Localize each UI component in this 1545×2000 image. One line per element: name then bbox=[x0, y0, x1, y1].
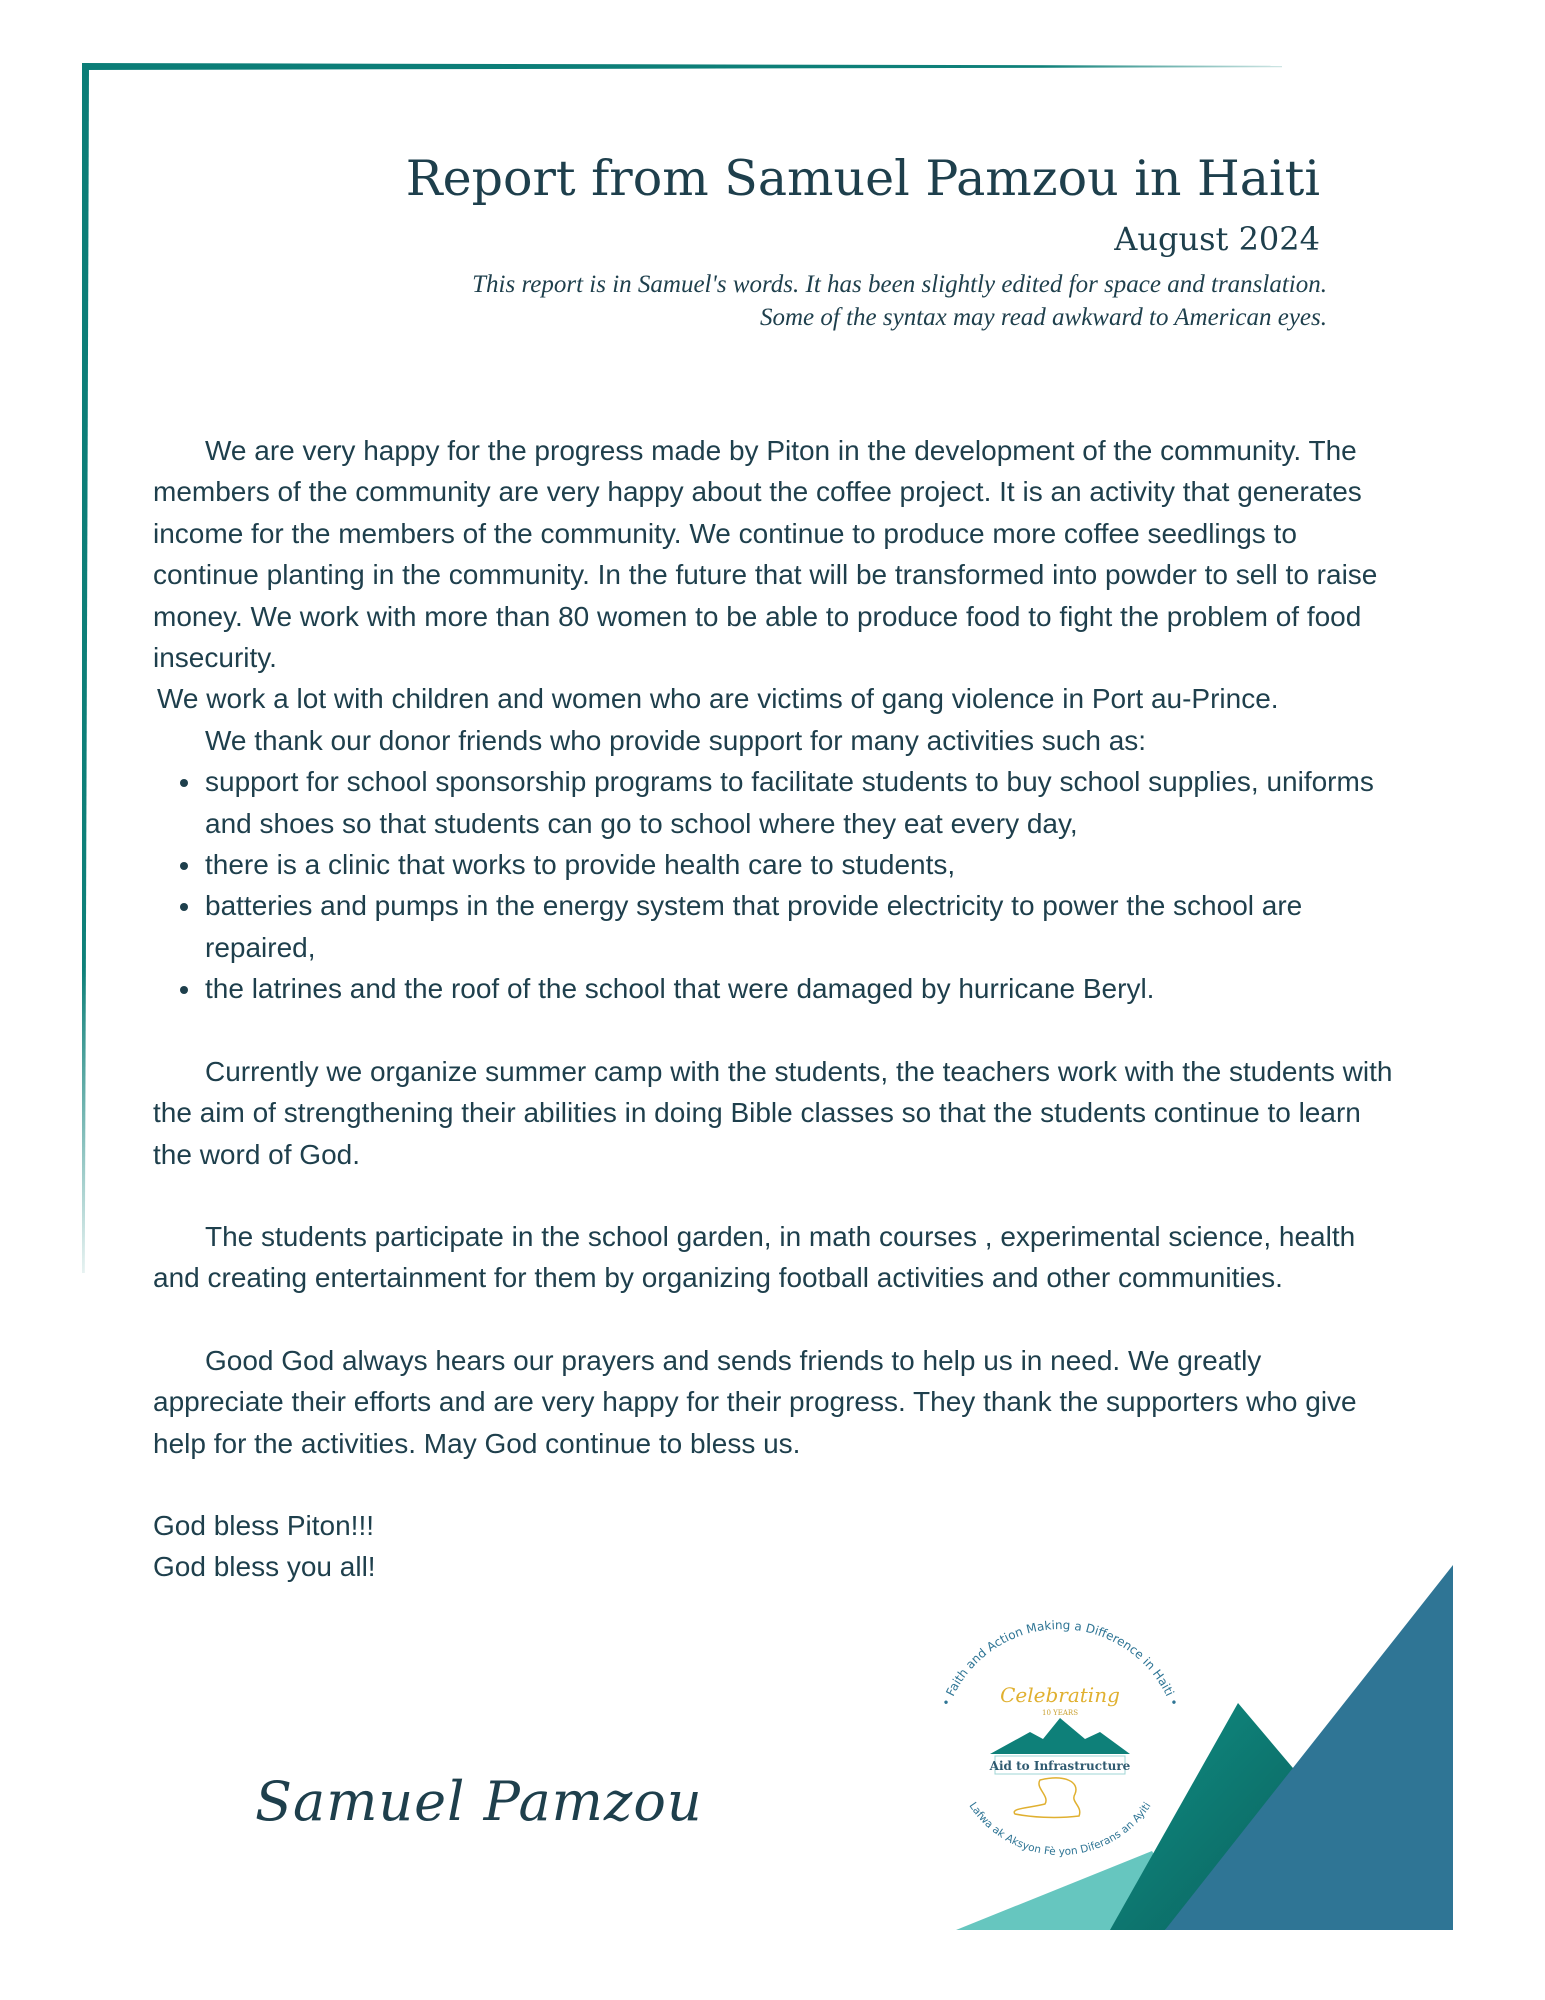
logo-ring-top-text: • Faith and Action Making a Difference in Haiti • bbox=[938, 1618, 1182, 1709]
paragraph-3: We thank our donor friends who provide support for many activities such as: bbox=[205, 724, 1147, 756]
closing-line-1: God bless Piton!!! bbox=[153, 1509, 375, 1541]
aid-to-infrastructure-logo bbox=[925, 1612, 1195, 1882]
mountain-icon bbox=[990, 1718, 1130, 1754]
svg-text:Lafwa ak Aksyon Fè yon Diferan bbox=[967, 1800, 1154, 1858]
logo-name: Aid to Infrastructure bbox=[989, 1759, 1131, 1773]
list-item: • batteries and pumps in the energy system that provide electricity to power the school are repaired, bbox=[203, 885, 1398, 968]
paragraph-5: The students participate in the school garden, in math courses , experimental science, health and creating entertainment for them by organizing football activities and other communities. bbox=[153, 1220, 1356, 1294]
paragraph-1: We are very happy for the progress made by Piton in the development of the community. The members of the community are very happy about the coffee project. It is an activity that generates income for the members of the community. We continue to produce more coffee seedlings to continue planting in the community. In the future that will be transformed into powder to sell to raise money. We work with more than 80 women to be able to produce food to fight the problem of food insecurity. bbox=[153, 435, 1378, 674]
support-list bbox=[153, 761, 1398, 1009]
logo-ring-bottom-text: Lafwa ak Aksyon Fè yon Diferans an Ayiti bbox=[966, 1800, 1154, 1859]
list-item: • the latrines and the roof of the school that were damaged by hurricane Beryl. bbox=[203, 968, 1398, 1009]
haiti-map-icon bbox=[1014, 1778, 1080, 1818]
paragraph-2: We work a lot with children and women who are victims of gang violence in Port au-Prince. bbox=[157, 683, 1279, 715]
page-title: Report from Samuel Pamzou in Haiti bbox=[405, 150, 1320, 207]
editor-note: This report is in Samuel's words. It has been slightly edited for space and translation. Some of the syntax may read awkward to American eyes. bbox=[472, 271, 1327, 331]
report-body bbox=[153, 430, 1398, 1588]
logo-years: 10 YEARS bbox=[1042, 1709, 1078, 1717]
list-item: • support for school sponsorship programs to facilitate students to buy school supplies, uniforms and shoes so that students can go to school where they eat every day, bbox=[203, 761, 1398, 844]
closing-line-2: God bless you all! bbox=[153, 1551, 376, 1583]
paragraph-6: Good God always hears our prayers and sends friends to help us in need. We greatly appreciate their efforts and are very happy for their progress. They thank the supporters who give help for the activities. May God continue to bless us. bbox=[153, 1344, 1357, 1459]
signature: Samuel Pamzou bbox=[255, 1770, 703, 1833]
logo-celebrating: Celebrating bbox=[1000, 1683, 1120, 1707]
paragraph-4: Currently we organize summer camp with the students, the teachers work with the students with the aim of strengthening their abilities in doing Bible classes so that the students continue to learn the word of God. bbox=[153, 1055, 1393, 1170]
list-item: • there is a clinic that works to provide health care to students, bbox=[203, 844, 1398, 885]
report-date: August 2024 bbox=[1114, 220, 1320, 258]
